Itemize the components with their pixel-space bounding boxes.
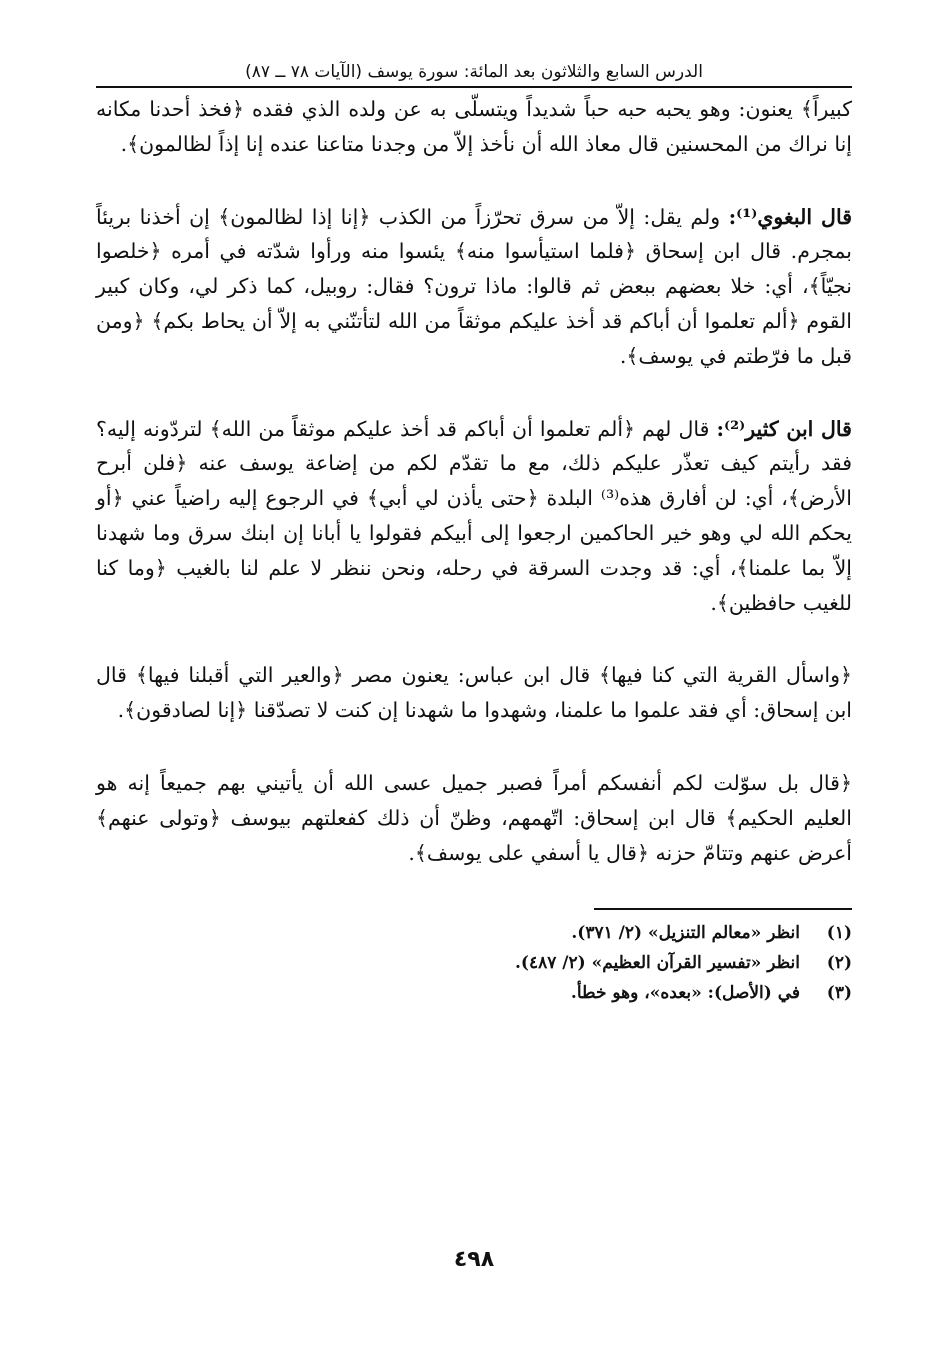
page-number: ٤٩٨ xyxy=(453,1247,495,1272)
paragraph-5 xyxy=(96,766,852,870)
footnote-2 xyxy=(96,948,852,978)
footnote-text: في (الأصل): «بعده»، وهو خطأ. xyxy=(570,983,800,1004)
footnote-number: (٢) xyxy=(826,953,852,974)
footnote-separator xyxy=(594,908,852,910)
footnotes xyxy=(96,918,852,1008)
footnote-number: (٣) xyxy=(826,983,852,1004)
paragraph-lead: قال البغوي⁽¹⁾: xyxy=(728,204,852,229)
paragraph-text: ﴿واسأل القرية التي كنا فيها﴾ قال ابن عباس: يعنون مصر ﴿والعير التي أقبلنا فيها﴾ قال ابن إسحاق: أي فقد علموا ما علمنا، وشهدوا ما شهدنا إن كنت لا تصدّقنا ﴿إنا لصادقون﴾. xyxy=(96,663,852,723)
book-page xyxy=(96,62,852,1312)
body-text xyxy=(96,92,852,870)
footnote-text: انظر «معالم التنزيل» (٢/ ٣٧١). xyxy=(571,923,800,944)
paragraph-text: ﴿قال بل سوّلت لكم أنفسكم أمراً فصبر جميل عسى الله أن يأتيني بهم جميعاً إنه هو العليم الحكيم﴾ قال ابن إسحاق: اتّهمهم، وظنّ أن ذلك كفعلتهم بيوسف ﴿وتولى عنهم﴾ أعرض عنهم وتتامّ حزنه ﴿قال يا أسفي على يوسف﴾. xyxy=(96,770,852,865)
footnote-number: (١) xyxy=(826,923,852,944)
running-header: الدرس السابع والثلاثون بعد المائة: سورة يوسف (الآيات ٧٨ ــ ٨٧) xyxy=(96,62,852,88)
paragraph-lead: قال ابن كثير⁽²⁾: xyxy=(716,416,852,441)
footnote-1 xyxy=(96,918,852,948)
paragraph-4 xyxy=(96,658,852,728)
footnote-3 xyxy=(96,978,852,1008)
paragraph-text: ولم يقل: إلاّ من سرق تحرّزاً من الكذب ﴿إنا إذا لظالمون﴾ إن أخذنا بريئاً بمجرم. قال ابن إسحاق ﴿فلما استيأسوا منه﴾ يئسوا منه ورأوا شدّته في أمره ﴿خلصوا نجيّاً﴾، أي: خلا بعضهم ببعض ثم قالوا: ماذا ترون؟ فقال: روبيل، كما ذكر لي، وكان كبير القوم ﴿ألم تعلموا أن أباكم قد أخذ عليكم موثقاً من الله لتأتنّني به إلاّ أن يحاط بكم﴾ ﴿ومن قبل ما فرّطتم في يوسف﴾. xyxy=(96,204,852,368)
paragraph-2 xyxy=(96,200,852,374)
paragraph-text: كبيراً﴾ يعنون: وهو يحبه حبه حباً شديداً ويتسلّى به عن ولده الذي فقده ﴿فخذ أحدنا مكانه إنا نراك من المحسنين قال معاذ الله أن نأخذ إلاّ من وجدنا متاعنا عنده إنا إذاً لظالمون﴾. xyxy=(96,97,852,156)
footnote-text: انظر «تفسير القرآن العظيم» (٢/ ٤٨٧). xyxy=(515,953,800,974)
paragraph-text: قال لهم ﴿ألم تعلموا أن أباكم قد أخذ عليكم موثقاً من الله﴾ لتردّونه إليه؟ فقد رأيتم كيف تعذّر عليكم ذلك، مع ما تقدّم لكم من إضاعة يوسف عنه ﴿فلن أبرح الأرض﴾، أي: لن أفارق هذه⁽³⁾ البلدة ﴿حتى يأذن لي أبي﴾ في الرجوع إليه راضياً عني ﴿أو يحكم الله لي وهو خير الحاكمين ارجعوا إلى أبيكم فقولوا يا أبانا إن ابنك سرق وما شهدنا إلاّ بما علمنا﴾، أي: قد وجدت السرقة في رحله، ونحن ننظر لا علم لنا بالغيب ﴿وما كنا للغيب حافظين﴾. xyxy=(96,416,852,615)
paragraph-3 xyxy=(96,412,852,621)
paragraph-1 xyxy=(96,92,852,162)
